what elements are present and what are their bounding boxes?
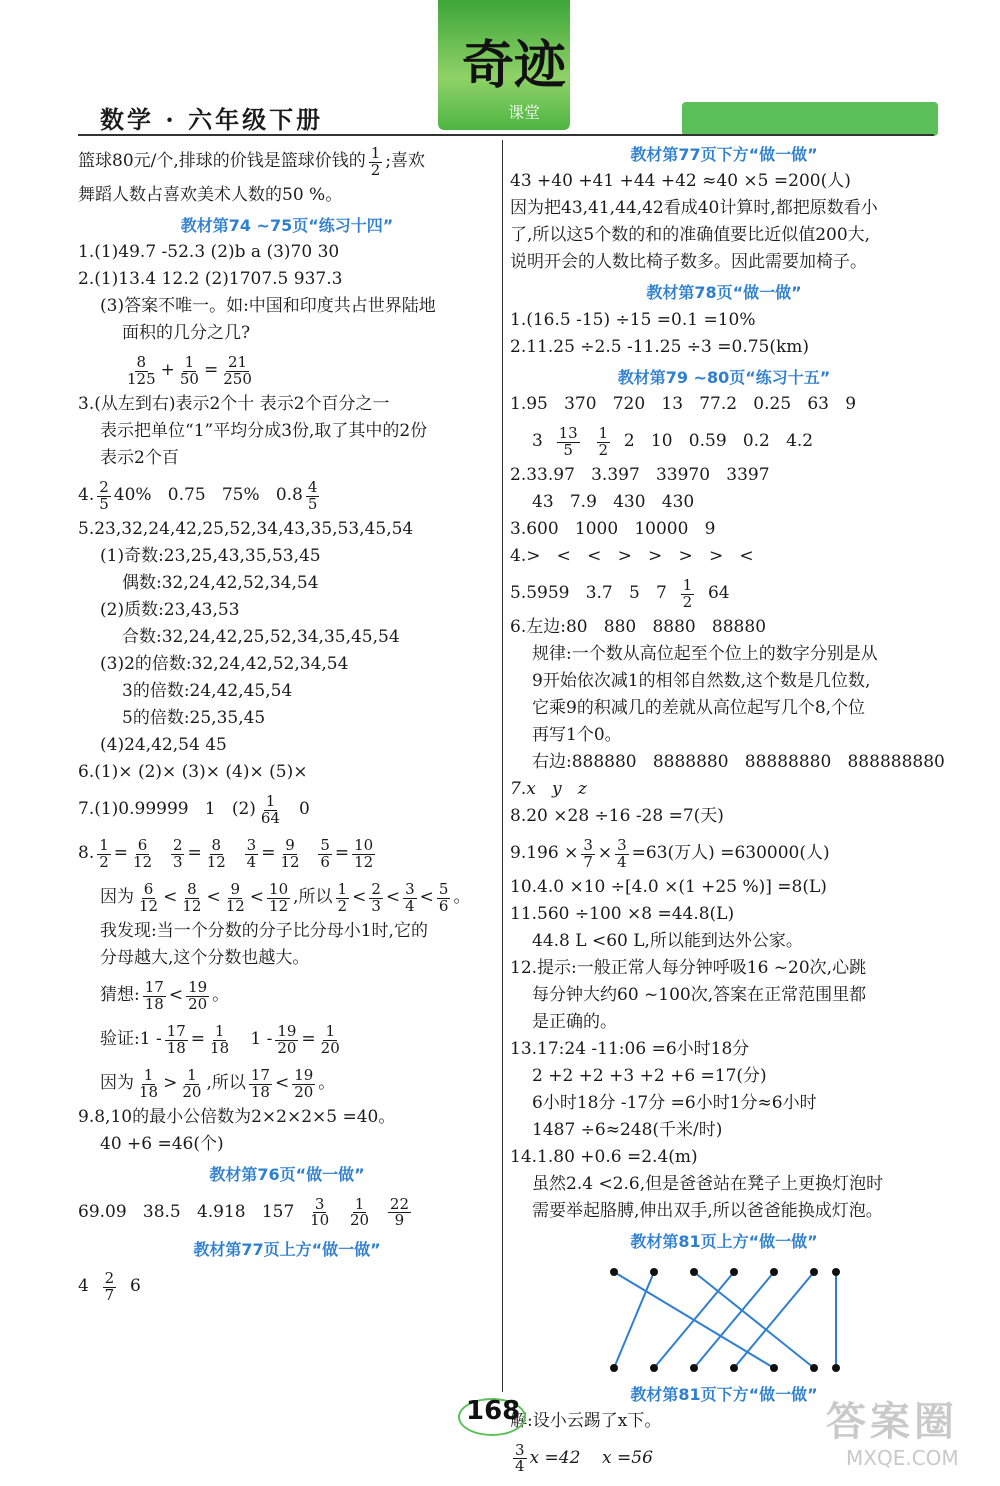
answer-line: (3)2的倍数:32,24,42,52,34,54 [100,654,349,675]
answer-line: 需要举起胳膊,伸出双手,所以爸爸能换成灯泡。 [532,1201,883,1222]
section-heading: 教材第76页“做一做” [209,1165,365,1185]
answer-line: 因为 1 18 > 1 20 ,所以 17 18 < 19 20 。 [100,1066,336,1101]
watermark: 答案圈 [826,1399,958,1445]
dot [730,1364,738,1372]
dot [650,1364,658,1372]
answer-line: 我发现:当一个分数的分子比分母小1时,它的 [100,921,428,942]
matching-line [614,1272,654,1368]
answer-line: 44.8 L <60 L,所以能到达外公家。 [532,931,803,952]
answer-line: 舞蹈人数占喜欢美术人数的50 %。 [78,185,343,205]
matching-line [694,1272,774,1368]
answer-line: 3 4 x =42 x =56 [515,1440,653,1476]
dot [832,1268,840,1276]
answer-line: 8 125 + $\frac{1}{50}$ = $\frac{21}{250}$ [127,353,252,388]
dot [610,1364,618,1372]
page-number: 168 [466,1396,521,1426]
answer-line: 3.600 1000 10000 9 [510,519,716,540]
answer-line: 说明开会的人数比椅子数多。因此需要加椅子。 [510,252,867,273]
answer-line: 篮球80元/个,排球的价钱是篮球价钱的 1 2 ;喜欢 [78,143,426,179]
answer-line: 规律:一个数从高位起至个位上的数字分别是从 [532,644,878,665]
answer-line: 3的倍数:24,42,45,54 [122,681,293,702]
logo [438,0,570,130]
answer-line: 猜想: 17 18 < 19 20 。 [100,978,230,1013]
right-column [510,140,945,1481]
section-heading: 教材第77页下方“做一做” [630,145,818,164]
answer-line: 验证:1 - $\frac{17}{18}$ = $\frac{1}{18}$ 1 - $\frac{19}{20}$ = $\frac{1}{20}$ [100,1022,340,1057]
left-column [78,140,496,1309]
answer-line: 因为把43,41,44,42看成40计算时,都把原数看小 [510,198,878,219]
dot [770,1268,778,1276]
fraction: 2 5 [99,478,109,513]
answer-line: 解:设小云踢了x下。 [510,1410,662,1431]
section-heading: 教材第81页下方“做一做” [630,1384,818,1404]
answer-line: (1)奇数:23,25,43,35,53,45 [100,546,321,567]
answer-line: 14.1.80 +0.6 =2.4(m) [510,1147,698,1168]
answer-line: (4)24,42,54 45 [100,735,227,756]
answer-line: 3.(从左到右)表示2个十 表示2个百分之一 [78,394,390,415]
answer-line: 2.33.97 3.397 33970 3397 [510,465,770,486]
answer-line: 4.> < < > > > > < [510,546,754,567]
dot [770,1364,778,1372]
answer-line: 69.09 38.5 4.918 157 3 10 1 20 22 9 [78,1194,409,1230]
answer-line: 是正确的。 [532,1012,617,1033]
answer-line: 12.提示:一般正常人每分钟呼吸16 ~20次,心跳 [510,958,867,979]
answer-line: 43 7.9 430 430 [532,492,695,513]
answer-line: (3)答案不唯一。如:中国和印度共占世界陆地 [100,296,436,317]
answer-line: 4 2 7 6 [78,1268,141,1304]
fraction: $\frac{21}{250}$ [223,353,252,388]
watermark-url: MXQE.COM [846,1446,959,1470]
book-title: 数学 · 六年级下册 [100,105,324,134]
dot [810,1364,818,1372]
answer-line: 8. $\frac{1}{2}$ = $\frac{6}{12}$ $\frac{2}{3}$ = $\frac{8}{12}$ $\frac{3}{4}$ = $\frac{9}{12}$ $\frac{5}{6}$ = $\frac{10}{12}$ [78,836,374,871]
answer-line: 5.23,32,24,42,25,52,34,43,35,53,45,54 [78,519,414,540]
answer-line: 每分钟大约60 ~100次,答案在正常范围里都 [532,985,867,1006]
answer-line: 5的倍数:25,35,45 [122,708,266,729]
answer-line: 3 13 5 1 2 2 10 0.59 0.2 4.2 [532,423,814,459]
matching-line [694,1272,814,1368]
fraction: $\frac{1}{50}$ [179,353,199,388]
logo-sub-text: 课堂 [508,103,541,122]
answer-line: 面积的几分之几? [122,323,251,344]
answer-line: 9.196 × $\frac{3}{7}$ × $\frac{3}{4}$ =63(万人) =630000(人) [510,835,830,871]
answer-line: 10.4.0 ×10 ÷[4.0 ×(1 +25 %)] =8(L) [510,877,827,898]
section-heading: 教材第79 ~80页“练习十五” [617,367,831,387]
answer-line: 分母越大,这个分数也越大。 [100,948,310,969]
answer-line: 13.17:24 -11:06 =6小时18分 [510,1039,750,1060]
dot [690,1364,698,1372]
logo-main-text: 奇迹 [462,35,567,96]
answer-line: 7.(1)0.99999 1 (2) 1 64 0 [78,792,310,827]
dot [610,1268,618,1276]
dot [730,1268,738,1276]
answer-line: 7.x y z [510,779,587,800]
answer-line: 1487 ÷6≈248(千米/时) [532,1120,723,1141]
answer-line: 2 +2 +2 +3 +2 +6 =17(分) [532,1066,767,1087]
answer-line: 9.8,10的最小公倍数为2×2×2×5 =40。 [78,1107,396,1128]
answer-line: 2.(1)13.4 12.2 (2)1707.5 937.3 [78,269,343,290]
answer-line: 9开始依次减1的相邻自然数,这个数是几位数, [532,671,871,692]
column-divider [502,140,503,1392]
answer-line: 再写1个0。 [532,725,622,746]
answer-line: 虽然2.4 <2.6,但是爸爸站在凳子上更换灯泡时 [532,1174,884,1195]
answer-line: 1.(1)49.7 -52.3 (2)b a (3)70 30 [78,242,340,263]
answer-line: 右边:888880 8888880 88888880 888888880 [532,752,945,773]
matching-line [734,1272,814,1368]
fraction: 4 5 [307,478,318,513]
header-decoration [682,102,938,136]
answer-line: 偶数:32,24,42,52,34,54 [122,573,319,594]
answer-line: 合数:32,24,42,25,52,34,35,45,54 [122,627,400,648]
answer-line: 40 +6 =46(个) [100,1134,224,1155]
header-rule [78,134,934,136]
answer-line: 它乘9的积减几的差就从高位起写几个8,个位 [532,698,866,719]
answer-line: 8.20 ×28 ÷16 -28 =7(天) [510,806,724,827]
dot [690,1268,698,1276]
matching-diagram-svg [510,1262,938,1380]
answer-line: 4. 2 5 40% 0.75 75% 0.8 4 5 [78,478,318,513]
answer-line: 2.11.25 ÷2.5 -11.25 ÷3 =0.75(km) [510,336,810,357]
section-heading: 教材第74 ~75页“练习十四” [180,216,394,235]
answer-line: 了,所以这5个数的和的准确值要比近似值200大, [510,225,871,246]
fraction: 1 64 [260,792,281,827]
answer-line: 11.560 ÷100 ×8 =44.8(L) [510,904,735,925]
fraction: 8 125 [127,353,156,388]
answer-line: 1.(16.5 -15) ÷15 =0.1 =10% [510,309,756,330]
answer-line: (2)质数:23,43,53 [100,600,240,621]
dot [832,1364,840,1372]
answer-line: 5.5959 3.7 5 7 1 2 64 [510,575,730,611]
answer-line: 43 +40 +41 +44 +42 ≈40 ×5 =200(人) [510,171,851,192]
answer-line: 6.左边:80 880 8880 88880 [510,617,767,638]
answer-line: 1.95 370 720 13 77.2 0.25 63 9 [510,394,857,415]
answer-line: 6小时18分 -17分 =6小时1分≈6小时 [532,1093,817,1114]
section-heading: 教材第81页上方“做一做” [630,1232,818,1252]
answer-line: 6.(1)× (2)× (3)× (4)× (5)× [78,762,308,783]
answer-line: 表示2个百 [100,448,179,469]
section-heading: 教材第77页上方“做一做” [193,1239,381,1259]
fraction: 1 2 [370,143,381,179]
matching-diagram [510,1262,938,1380]
answer-line: 表示把单位“1”平均分成3份,取了其中的2份 [100,421,428,442]
section-heading: 教材第78页“做一做” [646,283,802,303]
dot [810,1268,818,1276]
answer-line: 因为 6 12 < 8 12 < 9 12 < 10 12 ,所以 1 2 < 2 3 < 3 4 < 5 6 。 [100,880,471,915]
matching-line [654,1272,734,1368]
dot [650,1268,658,1276]
